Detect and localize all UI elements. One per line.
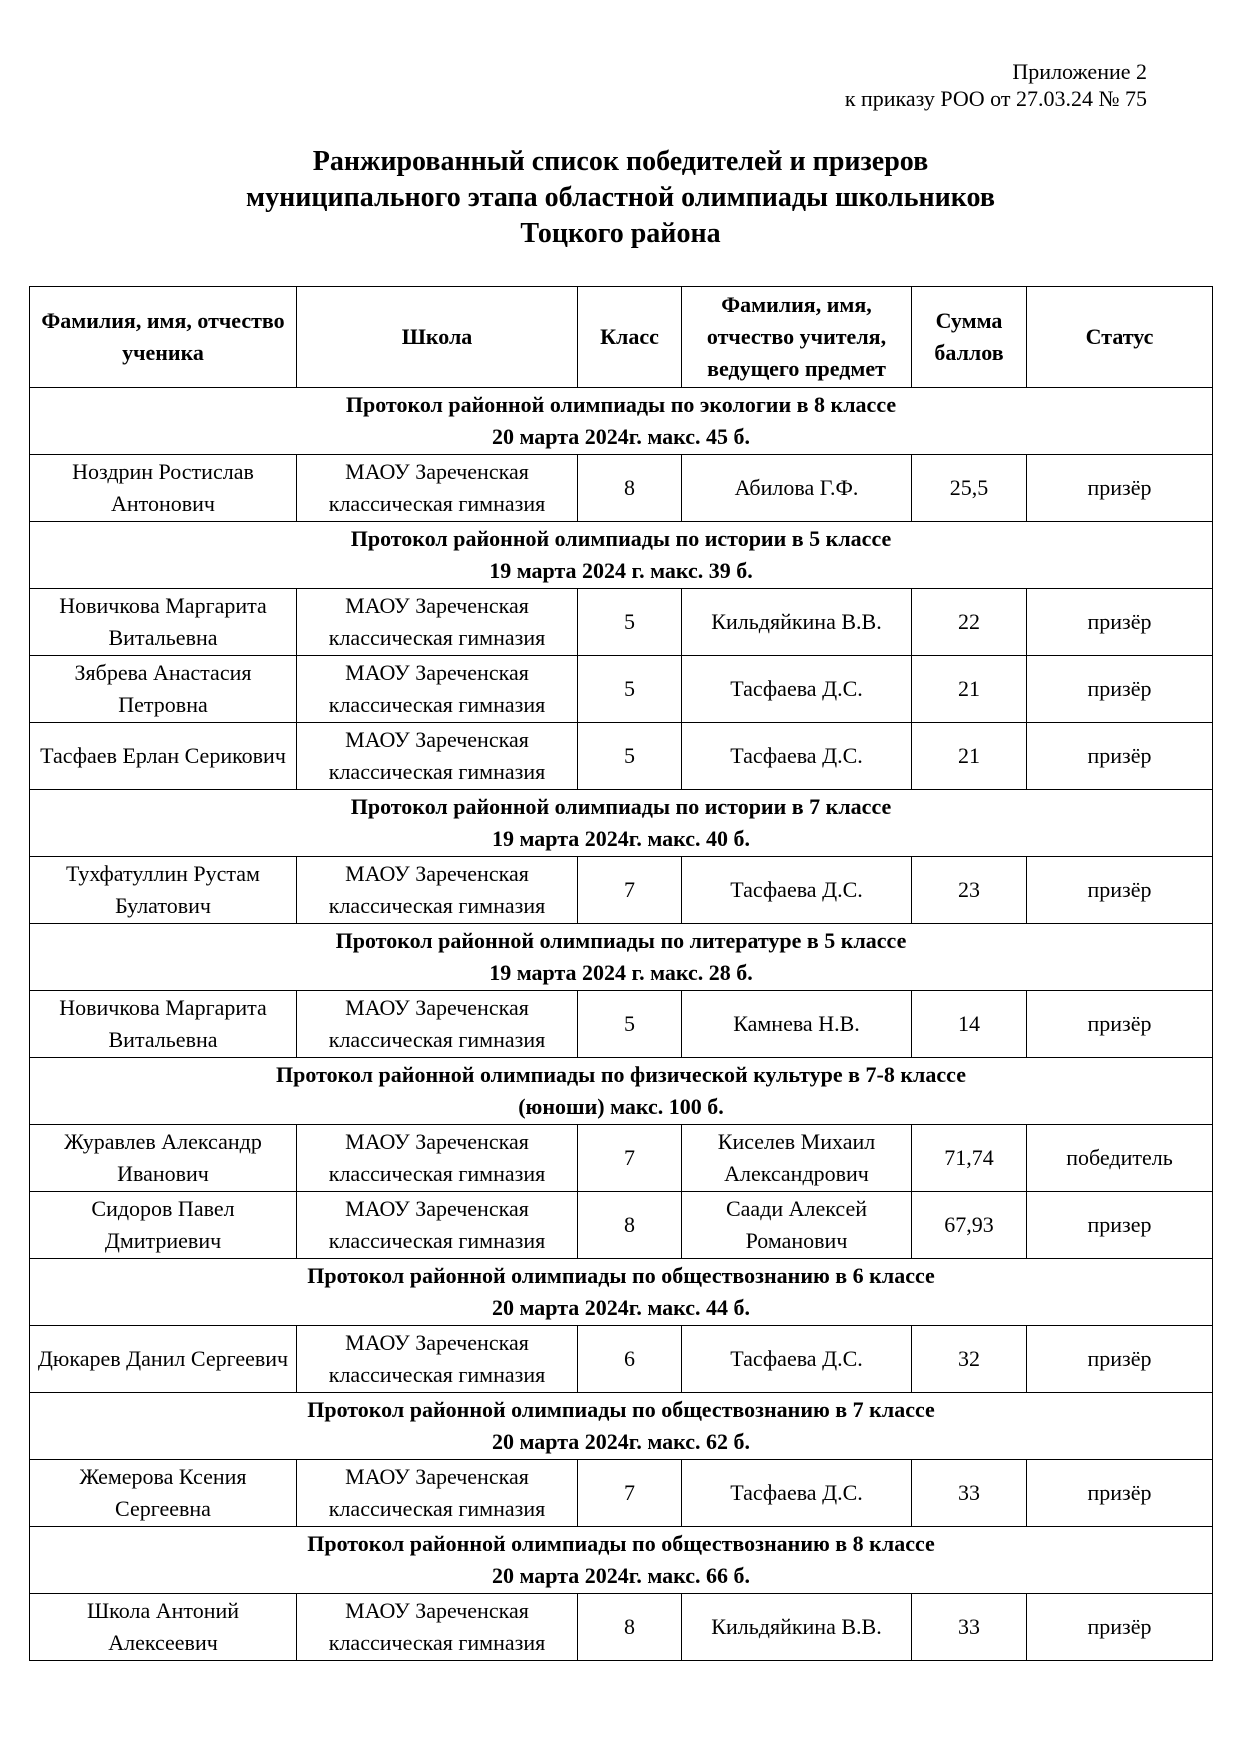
student-name-cell: Ноздрин Ростислав Антонович — [30, 455, 297, 522]
grade-cell: 8 — [578, 455, 682, 522]
score-cell: 22 — [912, 589, 1027, 656]
section-header — [30, 1527, 1213, 1594]
school-cell: МАОУ Зареченская классическая гимназия — [297, 1192, 578, 1259]
results-table — [29, 286, 1213, 1661]
section-subtitle: 19 марта 2024 г. макс. 39 б. — [489, 558, 753, 583]
student-name-cell: Новичкова Маргарита Витальевна — [30, 589, 297, 656]
section-header — [30, 1259, 1213, 1326]
student-name-cell: Дюкарев Данил Сергеевич — [30, 1326, 297, 1393]
teacher-cell: Кильдяйкина В.В. — [682, 1594, 912, 1661]
table-header — [30, 287, 1213, 388]
status-cell: призёр — [1027, 1460, 1213, 1527]
section-header-row — [30, 1259, 1213, 1326]
score-cell: 21 — [912, 656, 1027, 723]
status-cell: призёр — [1027, 1594, 1213, 1661]
section-subtitle: 20 марта 2024г. макс. 66 б. — [491, 1563, 751, 1588]
teacher-cell: Тасфаева Д.С. — [682, 723, 912, 790]
teacher-cell: Камнева Н.В. — [682, 991, 912, 1058]
score-cell: 32 — [912, 1326, 1027, 1393]
grade-cell: 5 — [578, 723, 682, 790]
section-title: Протокол районной олимпиады по обществознанию в 8 классе — [307, 1531, 935, 1556]
grade-cell: 8 — [578, 1192, 682, 1259]
section-header — [30, 388, 1213, 455]
student-name-cell: Тасфаев Ерлан Серикович — [30, 723, 297, 790]
grade-cell: 6 — [578, 1326, 682, 1393]
grade-cell: 7 — [578, 1460, 682, 1527]
table-row — [30, 857, 1213, 924]
section-title: Протокол районной олимпиады по истории в 5 классе — [350, 526, 892, 551]
status-cell: призёр — [1027, 723, 1213, 790]
section-header-row — [30, 388, 1213, 455]
student-name-cell: Журавлев Александр Иванович — [30, 1125, 297, 1192]
grade-cell: 8 — [578, 1594, 682, 1661]
title-line: Ранжированный список победителей и призеров — [312, 146, 929, 177]
score-cell: 21 — [912, 723, 1027, 790]
student-name-cell: Новичкова Маргарита Витальевна — [30, 991, 297, 1058]
section-title: Протокол районной олимпиады по обществознанию в 6 классе — [307, 1263, 935, 1288]
section-header-row — [30, 924, 1213, 991]
school-cell: МАОУ Зареченская классическая гимназия — [297, 455, 578, 522]
status-cell: призер — [1027, 1192, 1213, 1259]
section-title: Протокол районной олимпиады по литературе в 5 классе — [335, 928, 907, 953]
table-row — [30, 1594, 1213, 1661]
status-cell: призёр — [1027, 589, 1213, 656]
table-row — [30, 1125, 1213, 1192]
teacher-cell: Тасфаева Д.С. — [682, 656, 912, 723]
section-subtitle: 20 марта 2024г. макс. 44 б. — [491, 1295, 751, 1320]
section-header — [30, 522, 1213, 589]
section-header — [30, 924, 1213, 991]
table-row — [30, 656, 1213, 723]
section-header-row — [30, 1058, 1213, 1125]
school-cell: МАОУ Зареченская классическая гимназия — [297, 1326, 578, 1393]
grade-cell: 5 — [578, 656, 682, 723]
status-cell: призёр — [1027, 1326, 1213, 1393]
header-grade: Класс — [578, 287, 682, 388]
teacher-cell: Абилова Г.Ф. — [682, 455, 912, 522]
teacher-cell: Киселев Михаил Александрович — [682, 1125, 912, 1192]
grade-cell: 7 — [578, 857, 682, 924]
teacher-cell: Кильдяйкина В.В. — [682, 589, 912, 656]
status-cell: призёр — [1027, 455, 1213, 522]
score-cell: 23 — [912, 857, 1027, 924]
section-subtitle: 19 марта 2024 г. макс. 28 б. — [489, 960, 753, 985]
section-header — [30, 1058, 1213, 1125]
header-score: Сумма баллов — [912, 287, 1027, 388]
score-cell: 33 — [912, 1594, 1027, 1661]
table-row — [30, 991, 1213, 1058]
section-subtitle: 20 марта 2024г. макс. 62 б. — [491, 1429, 751, 1454]
section-subtitle: 20 марта 2024г. макс. 45 б. — [491, 424, 751, 449]
section-header — [30, 790, 1213, 857]
section-header-row — [30, 1393, 1213, 1460]
school-cell: МАОУ Зареченская классическая гимназия — [297, 589, 578, 656]
table-body — [30, 388, 1213, 1661]
teacher-cell: Саади Алексей Романович — [682, 1192, 912, 1259]
score-cell: 25,5 — [912, 455, 1027, 522]
table-row — [30, 1460, 1213, 1527]
school-cell: МАОУ Зареченская классическая гимназия — [297, 1460, 578, 1527]
title-line: муниципального этапа областной олимпиады школьников — [246, 182, 995, 213]
section-title: Протокол районной олимпиады по истории в 7 классе — [350, 794, 892, 819]
student-name-cell: Тухфатуллин Рустам Булатович — [30, 857, 297, 924]
header-student: Фамилия, имя, отчество ученика — [30, 287, 297, 388]
table-row — [30, 723, 1213, 790]
teacher-cell: Тасфаева Д.С. — [682, 1326, 912, 1393]
student-name-cell: Школа Антоний Алексеевич — [30, 1594, 297, 1661]
grade-cell: 5 — [578, 589, 682, 656]
document-title — [0, 144, 1241, 252]
score-cell: 67,93 — [912, 1192, 1027, 1259]
teacher-cell: Тасфаева Д.С. — [682, 857, 912, 924]
section-header-row — [30, 790, 1213, 857]
table-row — [30, 1192, 1213, 1259]
school-cell: МАОУ Зареченская классическая гимназия — [297, 1594, 578, 1661]
status-cell: призёр — [1027, 857, 1213, 924]
title-line: Тоцкого района — [520, 218, 721, 249]
grade-cell: 7 — [578, 1125, 682, 1192]
header-teacher: Фамилия, имя, отчество учителя, ведущего предмет — [682, 287, 912, 388]
section-header-row — [30, 522, 1213, 589]
score-cell: 33 — [912, 1460, 1027, 1527]
score-cell: 14 — [912, 991, 1027, 1058]
section-subtitle: 19 марта 2024г. макс. 40 б. — [491, 826, 751, 851]
section-title: Протокол районной олимпиады по физической культуре в 7-8 классе — [276, 1062, 966, 1087]
status-cell: призёр — [1027, 991, 1213, 1058]
school-cell: МАОУ Зареченская классическая гимназия — [297, 656, 578, 723]
header-status: Статус — [1027, 287, 1213, 388]
student-name-cell: Сидоров Павел Дмитриевич — [30, 1192, 297, 1259]
section-header — [30, 1393, 1213, 1460]
appendix-note — [845, 58, 1147, 112]
table-row — [30, 589, 1213, 656]
appendix-line: Приложение 2 — [1012, 59, 1147, 84]
order-reference: к приказу РОО от 27.03.24 № 75 — [844, 86, 1147, 111]
school-cell: МАОУ Зареченская классическая гимназия — [297, 991, 578, 1058]
table-row — [30, 1326, 1213, 1393]
status-cell: призёр — [1027, 656, 1213, 723]
grade-cell: 5 — [578, 991, 682, 1058]
section-header-row — [30, 1527, 1213, 1594]
section-subtitle: (юноши) макс. 100 б. — [518, 1094, 724, 1119]
school-cell: МАОУ Зареченская классическая гимназия — [297, 723, 578, 790]
table-row — [30, 455, 1213, 522]
header-school: Школа — [297, 287, 578, 388]
status-cell: победитель — [1027, 1125, 1213, 1192]
student-name-cell: Жемерова Ксения Сергеевна — [30, 1460, 297, 1527]
section-title: Протокол районной олимпиады по экологии в 8 классе — [345, 392, 897, 417]
teacher-cell: Тасфаева Д.С. — [682, 1460, 912, 1527]
score-cell: 71,74 — [912, 1125, 1027, 1192]
student-name-cell: Зябрева Анастасия Петровна — [30, 656, 297, 723]
school-cell: МАОУ Зареченская классическая гимназия — [297, 1125, 578, 1192]
section-title: Протокол районной олимпиады по обществознанию в 7 классе — [307, 1397, 935, 1422]
school-cell: МАОУ Зареченская классическая гимназия — [297, 857, 578, 924]
